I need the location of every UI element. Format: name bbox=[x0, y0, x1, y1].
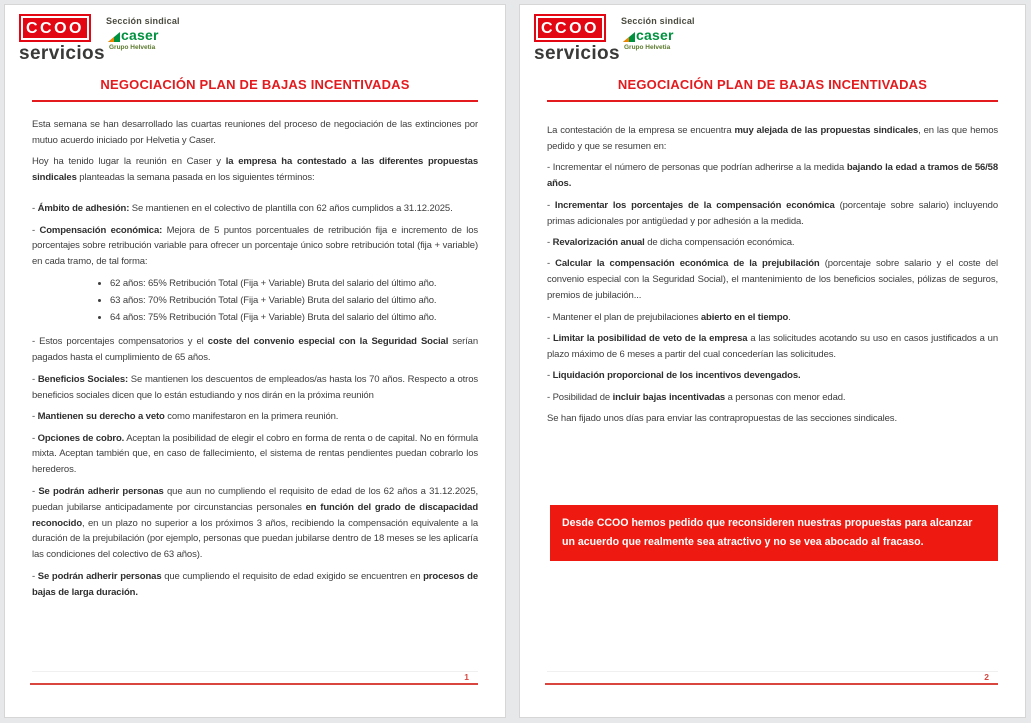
page-number: 2 bbox=[984, 671, 989, 682]
bullet-list bbox=[32, 276, 478, 326]
bold-text: en función del grado de discapacidad reconocido bbox=[32, 501, 479, 529]
text: - Incrementar el número de personas que podrían adherirse a la medida bbox=[547, 162, 847, 174]
text: - bbox=[32, 570, 38, 582]
text: como manifestaron en la primera reunión. bbox=[164, 411, 339, 423]
paragraph bbox=[547, 368, 998, 384]
text: a las solicitudes acotando su uso en casos justificados a un plazo máximo de 6 meses a partir del cual concederían las solicitudes. bbox=[547, 332, 998, 360]
paragraph bbox=[547, 256, 998, 304]
text: - bbox=[32, 432, 38, 444]
text: a personas con menor edad. bbox=[725, 391, 846, 403]
document-page-1 bbox=[4, 4, 506, 718]
ccoo-logo bbox=[534, 14, 620, 63]
paragraph bbox=[32, 117, 478, 149]
footer-hairline bbox=[32, 671, 478, 672]
paragraph bbox=[32, 569, 478, 601]
page-title: NEGOCIACIÓN PLAN DE BAJAS INCENTIVADAS bbox=[100, 77, 410, 92]
caser-label: caser bbox=[121, 27, 159, 43]
paragraph bbox=[547, 331, 998, 363]
text: , en un plazo no superior a los próximos 3 años, recibiendo la compensación equivalente a la duración de la prejubilación (por ejemplo, personas que puedan jubilarse dentro de 18 meses se les aplicaría las condiciones del colectivo de 63 años). bbox=[32, 517, 478, 561]
text: - Mantener el plan de prejubilaciones bbox=[547, 311, 701, 323]
text: - Estos porcentajes compensatorios y el bbox=[32, 336, 208, 348]
bold-text: Incrementar los porcentajes de la compensación económica bbox=[554, 199, 835, 211]
caser-logo bbox=[623, 28, 695, 42]
text: Esta semana se han desarrollado las cuartas reuniones del proceso de negociación de las extinciones por mutuo acuerdo iniciado por Helvetia y Caser. bbox=[32, 119, 478, 146]
ccoo-logo-icon: CCOO bbox=[19, 14, 91, 42]
text: que aun no cumpliendo el requisito de edad de los 62 años a 31.12.2025, puedan jubilarse anticipadamente por circunstancias personales bbox=[32, 485, 479, 513]
caser-label: caser bbox=[636, 27, 674, 43]
text: Mejora de 5 puntos porcentuales de retribución fija e incremento de los porcentajes sobre retribución variable para ofrecer un porcentaje único sobre retribución total (fija + variable) en cada tramo, de tal forma: bbox=[32, 224, 478, 268]
paragraph bbox=[547, 390, 998, 406]
paragraph bbox=[547, 310, 998, 326]
paragraph bbox=[32, 484, 478, 564]
text: (porcentaje sobre salario y el coste del convenio especial con la Seguridad Social), el mantenimiento de los beneficios sociales, pólizas de seguros, premios de jubilación... bbox=[547, 258, 998, 302]
text: - bbox=[32, 485, 39, 497]
text: - bbox=[32, 411, 38, 423]
bold-text: abierto en el tiempo bbox=[700, 311, 789, 323]
bold-text: Compensación económica: bbox=[39, 224, 163, 236]
document-page-2 bbox=[519, 4, 1026, 718]
paragraph bbox=[32, 409, 478, 425]
text: - bbox=[547, 258, 556, 270]
bold-text: Limitar la posibilidad de veto de la empresa bbox=[552, 332, 748, 344]
bold-text: la empresa ha contestado a las diferentes propuestas sindicales bbox=[32, 156, 478, 184]
page-body bbox=[32, 117, 478, 601]
paragraph bbox=[32, 431, 478, 479]
text: serían pagados hasta el cumplimiento de 65 años. bbox=[32, 336, 479, 364]
seccion-sindical-block bbox=[106, 16, 180, 51]
text: . bbox=[788, 311, 791, 323]
footer-divider bbox=[30, 683, 478, 685]
bold-text: muy alejada de las propuestas sindicales bbox=[734, 125, 919, 136]
bold-text: Calcular la compensación económica de la prejubilación bbox=[555, 258, 820, 270]
paragraph bbox=[547, 198, 998, 230]
header-logo-block bbox=[534, 14, 998, 66]
bold-text: Ámbito de adhesión: bbox=[37, 203, 130, 215]
paragraph bbox=[547, 235, 998, 251]
text: de dicha compensación económica. bbox=[644, 236, 795, 248]
text: Se han fijado unos días para enviar las contrapropuestas de las secciones sindicales. bbox=[547, 413, 897, 425]
paragraph bbox=[32, 201, 478, 217]
bold-text: bajando la edad a tramos de 56/58 años. bbox=[547, 162, 999, 190]
caser-triangle-icon bbox=[108, 32, 120, 42]
page-2-inner bbox=[520, 5, 1025, 717]
paragraph bbox=[32, 372, 478, 404]
bold-text: Opciones de cobro. bbox=[37, 432, 125, 444]
bold-text: procesos de bajas de larga duración. bbox=[32, 570, 478, 598]
grupo-helvetia-label: Grupo Helvetia bbox=[624, 44, 671, 51]
seccion-sindical-label: Sección sindical bbox=[106, 16, 180, 26]
text: - bbox=[547, 332, 553, 344]
text: - bbox=[547, 236, 553, 248]
text: - bbox=[547, 370, 553, 382]
bold-text: Se podrán adherir personas bbox=[38, 485, 164, 497]
caser-triangle-icon bbox=[623, 32, 635, 42]
paragraph bbox=[32, 223, 478, 271]
text: , en las que hemos pedido y que se resumen en: bbox=[547, 125, 998, 152]
text: - bbox=[547, 199, 555, 211]
title-divider bbox=[547, 100, 998, 102]
ccoo-logo-icon: CCOO bbox=[534, 14, 606, 42]
text: - bbox=[32, 224, 40, 236]
footer-hairline bbox=[547, 671, 998, 672]
title-divider bbox=[32, 100, 478, 102]
grupo-helvetia-label: Grupo Helvetia bbox=[109, 44, 156, 51]
text: - Posibilidad de bbox=[547, 391, 613, 403]
seccion-sindical-label: Sección sindical bbox=[621, 16, 695, 26]
text: Hoy ha tenido lugar la reunión en Caser y bbox=[32, 156, 226, 168]
paragraph bbox=[32, 334, 478, 366]
text: - bbox=[32, 203, 38, 215]
bullet-item: • 63 años: 70% Retribución Total (Fija + Variable) Bruta del salario del último año. bbox=[110, 293, 478, 309]
ccoo-logo bbox=[19, 14, 105, 63]
text: - bbox=[32, 373, 38, 385]
bold-text: Liquidación proporcional de los incentivos devengados. bbox=[552, 370, 801, 382]
text: (porcentaje sobre salario) incluyendo primas adicionales por antigüedad y por adhesión a la medida. bbox=[547, 199, 998, 227]
bold-text: incluir bajas incentivadas bbox=[612, 391, 726, 403]
footer-divider bbox=[545, 683, 998, 685]
bold-text: Mantienen su derecho a veto bbox=[37, 411, 165, 423]
ccoo-servicios-label: servicios bbox=[19, 43, 105, 64]
page-body bbox=[547, 123, 998, 427]
paragraph bbox=[547, 160, 998, 192]
ccoo-servicios-label: servicios bbox=[534, 43, 620, 64]
page-1-inner bbox=[5, 5, 505, 717]
text: Aceptan la posibilidad de elegir el cobro en forma de renta o de capital. No en fórmula mixta. Aceptan también que, en caso de fallecimiento, el sistema de rentas pendientes puedan cobrarlo los herederos. bbox=[32, 432, 478, 476]
paragraph bbox=[32, 154, 478, 186]
text: Se mantienen los descuentos de empleados/as hasta los 70 años. Respecto a otros beneficios sociales dicen que lo están estudiando y nos dirán en la próxima reunión bbox=[32, 373, 478, 401]
ccoo-statement-banner: Desde CCOO hemos pedido que reconsideren nuestras propuestas para alcanzar un acuerdo que realmente sea atractivo y no se vea abocado al fracaso. bbox=[550, 505, 998, 561]
caser-logo bbox=[108, 28, 180, 42]
paragraph bbox=[547, 411, 998, 427]
bold-text: coste del convenio especial con la Seguridad Social bbox=[207, 336, 449, 348]
text: La contestación de la empresa se encuentra bbox=[547, 125, 735, 136]
bold-text: Revalorización anual bbox=[552, 236, 645, 248]
page-number: 1 bbox=[464, 671, 469, 682]
bullet-item: • 62 años: 65% Retribución Total (Fija + Variable) Bruta del salario del último año. bbox=[110, 276, 478, 292]
text: planteadas la semana pasada en los siguientes términos: bbox=[76, 172, 315, 184]
bold-text: Se podrán adherir personas bbox=[37, 570, 162, 582]
page-title: NEGOCIACIÓN PLAN DE BAJAS INCENTIVADAS bbox=[617, 77, 928, 92]
text: que cumpliendo el requisito de edad exigido se encuentren en bbox=[161, 570, 424, 582]
seccion-sindical-block bbox=[621, 16, 695, 51]
bold-text: Beneficios Sociales: bbox=[37, 373, 129, 385]
bullet-item: • 64 años: 75% Retribución Total (Fija + Variable) Bruta del salario del último año. bbox=[110, 310, 478, 326]
header-logo-block bbox=[19, 14, 478, 66]
paragraph bbox=[547, 123, 998, 155]
text: Se mantienen en el colectivo de plantilla con 62 años cumplidos a 31.12.2025. bbox=[129, 203, 453, 215]
